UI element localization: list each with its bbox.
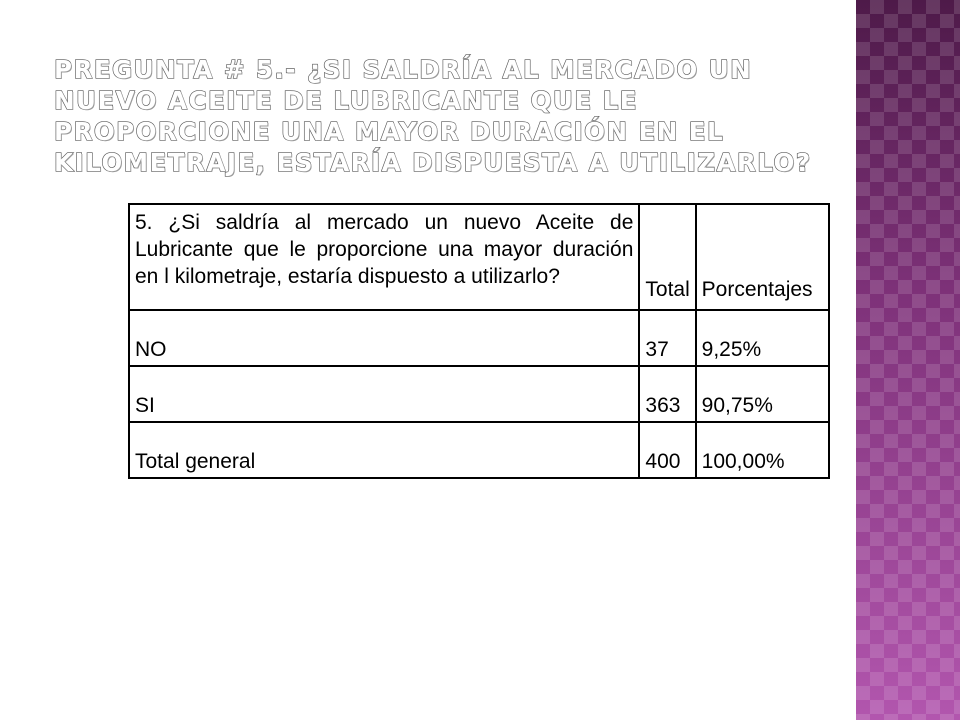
row-total: 363 xyxy=(639,366,695,422)
row-total: 400 xyxy=(639,422,695,478)
decorative-side-band xyxy=(856,0,960,720)
percent-header: Porcentajes xyxy=(696,204,829,310)
row-percent: 9,25% xyxy=(696,310,829,366)
row-label: Total general xyxy=(129,422,639,478)
slide-title: PREGUNTA # 5.- ¿SI SALDRÍA AL MERCADO UN NUEVO ACEITE DE LUBRICANTE QUE LE PROPORCIONE UNA MAYOR DURACIÓN EN EL KILOMETRAJE, ESTARÍA DISPUESTA A UTILIZARLO? xyxy=(54,55,812,177)
table-row xyxy=(129,310,829,366)
row-total: 37 xyxy=(639,310,695,366)
table-row xyxy=(129,422,829,478)
table-row xyxy=(129,366,829,422)
row-percent: 100,00% xyxy=(696,422,829,478)
table-header-row xyxy=(129,204,829,310)
survey-results-table xyxy=(128,203,830,479)
total-header: Total xyxy=(639,204,695,310)
question-header: 5. ¿Si saldría al mercado un nuevo Aceite de Lubricante que le proporcione una mayor duración en l kilometraje, estaría dispuesto a utilizarlo? xyxy=(129,204,639,310)
row-label: NO xyxy=(129,310,639,366)
row-label: SI xyxy=(129,366,639,422)
row-percent: 90,75% xyxy=(696,366,829,422)
